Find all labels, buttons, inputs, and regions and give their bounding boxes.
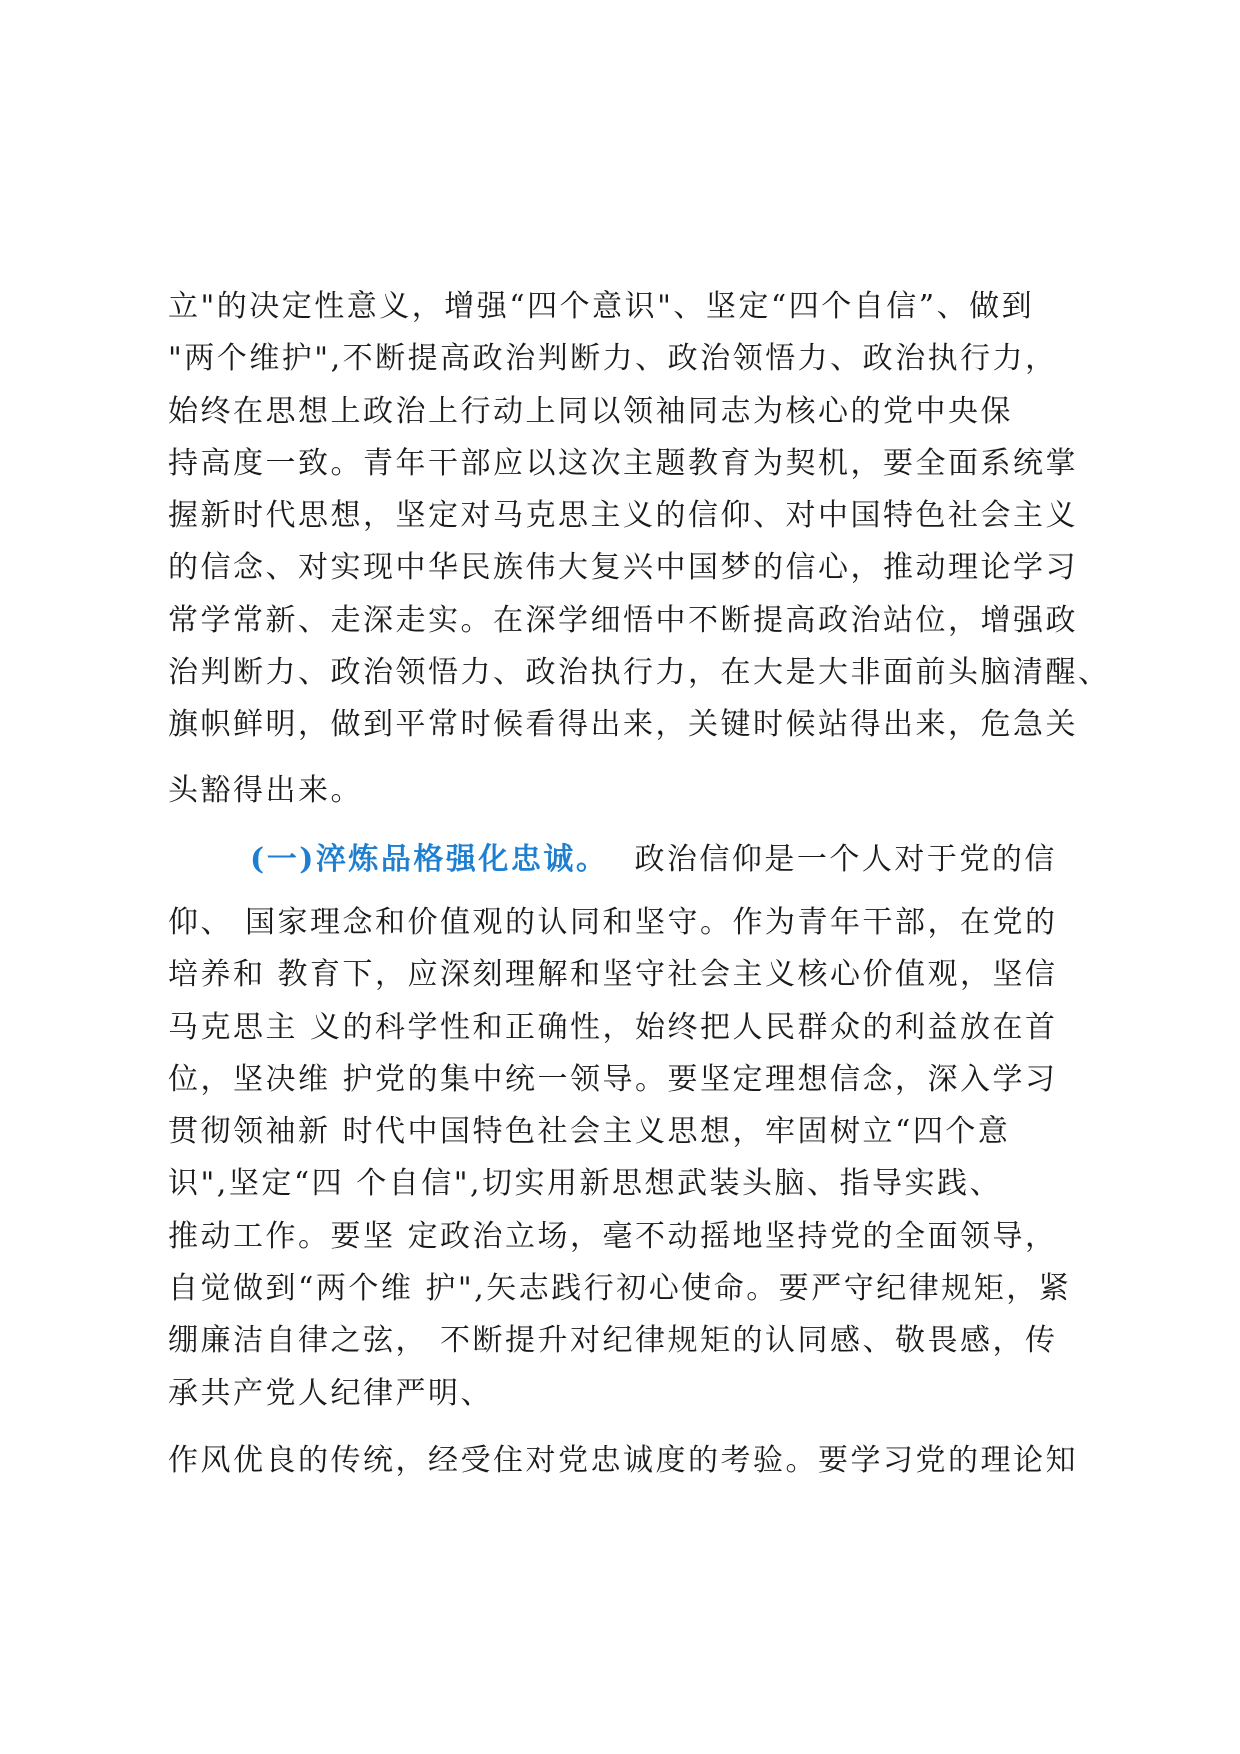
- text-line: 的信念、对实现中华民族伟大复兴中国梦的信心，推动理论学习: [168, 550, 1078, 585]
- text-line: 位，坚决维 护党的集中统一领导。要坚定理想信念，深入学习: [168, 1062, 1058, 1097]
- text-line: 头豁得出来。: [168, 773, 363, 808]
- section-heading: (一)淬炼品格强化忠诚。: [250, 842, 609, 877]
- text-line: 作风优良的传统，经受住对党忠诚度的考验。要学习党的理论知: [168, 1443, 1078, 1478]
- text-line: 自觉做到“两个维 护",矢志践行初心使命。要严守纪律规矩，紧: [168, 1271, 1072, 1306]
- text-line: 握新时代思想，坚定对马克思主义的信仰、对中国特色社会主义: [168, 498, 1078, 533]
- section-heading-line: [250, 840, 1057, 880]
- text-line: 马克思主 义的科学性和正确性，始终把人民群众的利益放在首: [168, 1010, 1058, 1045]
- text-line: 始终在思想上政治上行动上同以领袖同志为核心的党中央保: [168, 394, 1013, 429]
- section-heading-continuation: 政治信仰是一个人对于党的信: [634, 842, 1057, 877]
- text-line: 仰、 国家理念和价值观的认同和坚守。作为青年干部，在党的: [168, 905, 1058, 940]
- text-line: 绷廉洁自律之弦， 不断提升对纪律规矩的认同感、敬畏感，传: [168, 1323, 1058, 1358]
- text-line: "两个维护",不断提高政治判断力、政治领悟力、政治执行力，: [168, 341, 1058, 376]
- text-line: 推动工作。要坚 定政治立场，毫不动摇地坚持党的全面领导，: [168, 1219, 1058, 1254]
- text-line: 识",坚定“四 个自信",切实用新思想武装头脑、指导实践、: [168, 1166, 1003, 1201]
- text-line: 贯彻领袖新 时代中国特色社会主义思想，牢固树立“四个意: [168, 1114, 1011, 1149]
- text-line: 旗帜鲜明，做到平常时候看得出来，关键时候站得出来，危急关: [168, 707, 1078, 742]
- text-line: 承共产党人纪律严明、: [168, 1376, 493, 1411]
- text-line: 持高度一致。青年干部应以这次主题教育为契机，要全面系统掌: [168, 446, 1078, 481]
- text-line: 立"的决定性意义，增强“四个意识"、坚定“四个自信”、做到: [168, 289, 1035, 324]
- text-line: 治判断力、政治领悟力、政治执行力，在大是大非面前头脑清醒、: [168, 655, 1111, 690]
- text-line: 常学常新、走深走实。在深学细悟中不断提高政治站位，增强政: [168, 603, 1078, 638]
- text-line: 培养和 教育下，应深刻理解和坚守社会主义核心价值观，坚信: [168, 957, 1058, 992]
